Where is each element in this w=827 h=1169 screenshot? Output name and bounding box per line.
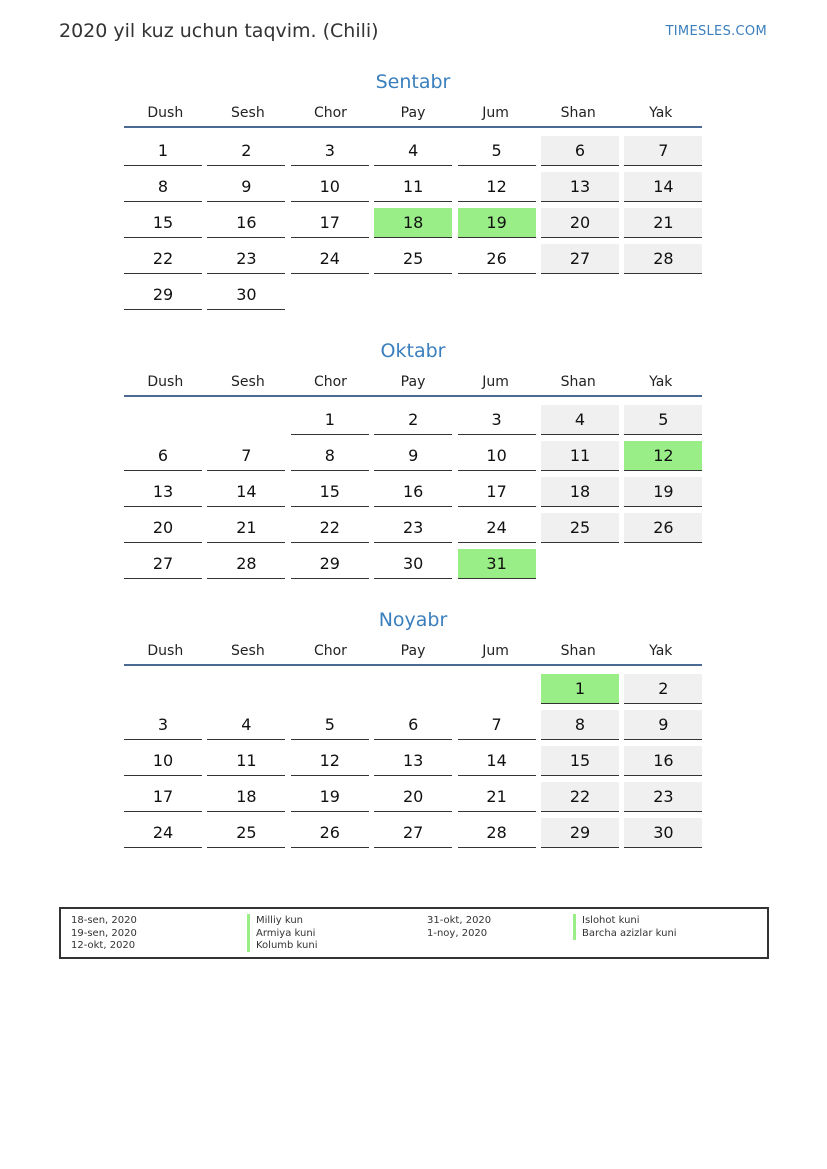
day-cell: 7 (458, 710, 536, 740)
day-cell: 13 (124, 477, 202, 507)
legend-date: 12-okt, 2020 (71, 940, 136, 951)
day-cell: 6 (541, 136, 619, 166)
weekday-label: Dush (147, 643, 184, 659)
legend-date: 31-okt, 2020 (427, 915, 492, 926)
weekday-label: Shan (560, 643, 596, 659)
weekday-label: Jum (482, 643, 509, 659)
day-cell: 16 (207, 208, 285, 238)
day-cell: 2 (207, 136, 285, 166)
day-cell: 24 (291, 244, 369, 274)
day-cell: 18 (374, 208, 452, 238)
day-cell: 25 (541, 513, 619, 543)
weekday-label: Sesh (231, 105, 265, 121)
day-cell: 10 (124, 746, 202, 776)
day-cell: 8 (541, 710, 619, 740)
day-cell: 22 (291, 513, 369, 543)
day-cell: 4 (374, 136, 452, 166)
month-october (120, 337, 706, 573)
day-cell: 14 (207, 477, 285, 507)
day-cell: 15 (291, 477, 369, 507)
weekday-label: Yak (649, 105, 673, 121)
weekday-label: Jum (482, 105, 509, 121)
day-cell: 30 (207, 280, 285, 310)
weekday-label: Pay (400, 643, 426, 659)
day-cell: 23 (207, 244, 285, 274)
day-cell: 17 (124, 782, 202, 812)
day-cell: 27 (374, 818, 452, 848)
day-cell: 14 (458, 746, 536, 776)
day-cell: 8 (291, 441, 369, 471)
day-cell: 3 (458, 405, 536, 435)
legend-holiday-name: Barcha azizlar kuni (573, 927, 677, 940)
day-cell: 1 (124, 136, 202, 166)
day-cell: 2 (374, 405, 452, 435)
weekday-label: Dush (147, 374, 184, 390)
day-cell: 27 (541, 244, 619, 274)
day-cell: 20 (374, 782, 452, 812)
day-cell: 30 (624, 818, 702, 848)
holiday-legend (59, 907, 769, 959)
legend-date: 18-sen, 2020 (71, 915, 137, 926)
day-cell: 4 (541, 405, 619, 435)
month-title: Noyabr (378, 609, 448, 631)
day-cell: 21 (624, 208, 702, 238)
day-cell: 25 (207, 818, 285, 848)
day-cell: 21 (458, 782, 536, 812)
day-cell: 9 (374, 441, 452, 471)
day-cell: 24 (458, 513, 536, 543)
day-cell: 24 (124, 818, 202, 848)
day-cell: 17 (291, 208, 369, 238)
day-cell: 28 (624, 244, 702, 274)
legend-holiday-name: Armiya kuni (247, 927, 315, 940)
day-cell: 6 (374, 710, 452, 740)
month-title: Oktabr (380, 340, 446, 362)
day-cell: 17 (458, 477, 536, 507)
day-cell: 22 (124, 244, 202, 274)
weekday-label: Chor (313, 105, 347, 121)
day-cell: 29 (541, 818, 619, 848)
day-cell: 11 (541, 441, 619, 471)
month-title: Sentabr (375, 71, 451, 93)
day-cell: 23 (624, 782, 702, 812)
day-cell: 15 (541, 746, 619, 776)
weekday-label: Shan (560, 374, 596, 390)
day-cell: 12 (458, 172, 536, 202)
day-cell: 9 (207, 172, 285, 202)
weekday-label: Yak (649, 643, 673, 659)
day-cell: 18 (541, 477, 619, 507)
day-cell: 29 (124, 280, 202, 310)
day-cell: 26 (624, 513, 702, 543)
day-cell: 12 (291, 746, 369, 776)
weekday-label: Chor (313, 374, 347, 390)
day-cell: 19 (624, 477, 702, 507)
day-cell: 10 (458, 441, 536, 471)
day-cell: 30 (374, 549, 452, 579)
day-cell: 5 (291, 710, 369, 740)
day-cell: 12 (624, 441, 702, 471)
legend-holiday-name: Milliy kun (247, 914, 303, 927)
day-cell: 20 (541, 208, 619, 238)
day-cell: 4 (207, 710, 285, 740)
weekday-label: Chor (313, 643, 347, 659)
day-cell: 5 (458, 136, 536, 166)
day-cell: 26 (458, 244, 536, 274)
weekday-label: Pay (400, 105, 426, 121)
weekday-header (124, 96, 702, 128)
day-cell: 11 (207, 746, 285, 776)
legend-holiday-name: Islohot kuni (573, 914, 640, 927)
day-cell: 3 (291, 136, 369, 166)
weekday-header (124, 634, 702, 666)
legend-date: 1-noy, 2020 (427, 928, 488, 939)
day-cell: 13 (374, 746, 452, 776)
day-cell: 13 (541, 172, 619, 202)
day-cell: 6 (124, 441, 202, 471)
day-cell: 11 (374, 172, 452, 202)
day-cell: 1 (541, 674, 619, 704)
day-cell: 22 (541, 782, 619, 812)
weekday-label: Yak (649, 374, 673, 390)
weekday-label: Dush (147, 105, 184, 121)
day-cell: 19 (458, 208, 536, 238)
day-cell: 7 (624, 136, 702, 166)
day-cell: 15 (124, 208, 202, 238)
day-cell: 21 (207, 513, 285, 543)
weekday-label: Pay (400, 374, 426, 390)
day-cell: 27 (124, 549, 202, 579)
month-november (120, 606, 706, 842)
day-cell: 7 (207, 441, 285, 471)
brand-link[interactable]: TIMESLES.COM (665, 24, 767, 39)
day-cell: 18 (207, 782, 285, 812)
day-cell: 16 (374, 477, 452, 507)
day-cell: 14 (624, 172, 702, 202)
day-cell: 25 (374, 244, 452, 274)
weekday-header (124, 365, 702, 397)
month-september (120, 68, 706, 304)
day-cell: 28 (458, 818, 536, 848)
weekday-label: Jum (482, 374, 509, 390)
day-cell: 16 (624, 746, 702, 776)
day-cell: 2 (624, 674, 702, 704)
day-cell: 26 (291, 818, 369, 848)
weekday-label: Sesh (231, 374, 265, 390)
day-cell: 8 (124, 172, 202, 202)
day-cell: 3 (124, 710, 202, 740)
day-cell: 5 (624, 405, 702, 435)
day-cell: 10 (291, 172, 369, 202)
weekday-label: Sesh (231, 643, 265, 659)
day-cell: 20 (124, 513, 202, 543)
day-cell: 9 (624, 710, 702, 740)
day-cell: 28 (207, 549, 285, 579)
day-cell: 29 (291, 549, 369, 579)
weekday-label: Shan (560, 105, 596, 121)
legend-holiday-name: Kolumb kuni (247, 939, 318, 952)
legend-date: 19-sen, 2020 (71, 928, 137, 939)
day-cell: 19 (291, 782, 369, 812)
day-cell: 31 (458, 549, 536, 579)
page-title: 2020 yil kuz uchun taqvim. (Chili) (59, 20, 379, 42)
day-cell: 1 (291, 405, 369, 435)
day-cell: 23 (374, 513, 452, 543)
